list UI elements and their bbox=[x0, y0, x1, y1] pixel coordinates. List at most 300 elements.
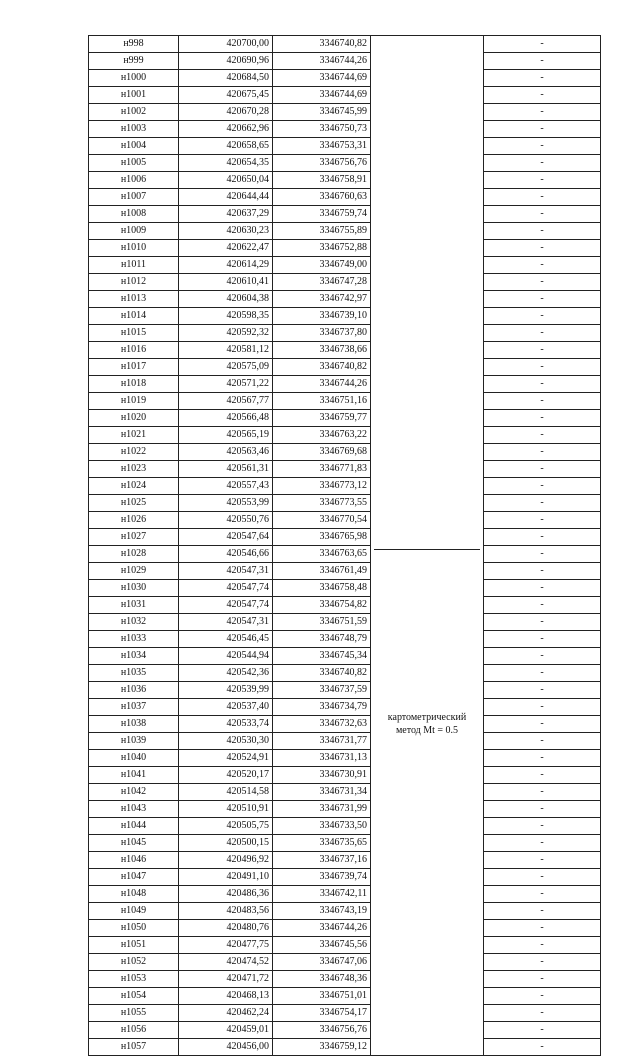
y-coordinate-cell: 3346754,82 bbox=[273, 597, 371, 614]
table-row bbox=[89, 801, 601, 818]
table-row bbox=[89, 495, 601, 512]
x-coordinate-cell: 420700,00 bbox=[179, 36, 273, 53]
x-coordinate-cell: 420462,24 bbox=[179, 1005, 273, 1022]
point-name-cell: н1001 bbox=[89, 87, 179, 104]
point-name-cell: н1053 bbox=[89, 971, 179, 988]
x-coordinate-cell: 420662,96 bbox=[179, 121, 273, 138]
point-name-cell: н1049 bbox=[89, 903, 179, 920]
table-row bbox=[89, 784, 601, 801]
point-name-cell: н1000 bbox=[89, 70, 179, 87]
table-row bbox=[89, 1022, 601, 1039]
y-coordinate-cell: 3346747,28 bbox=[273, 274, 371, 291]
y-coordinate-cell: 3346758,91 bbox=[273, 172, 371, 189]
table-row bbox=[89, 291, 601, 308]
x-coordinate-cell: 420500,15 bbox=[179, 835, 273, 852]
y-coordinate-cell: 3346765,98 bbox=[273, 529, 371, 546]
x-coordinate-cell: 420510,91 bbox=[179, 801, 273, 818]
x-coordinate-cell: 420546,45 bbox=[179, 631, 273, 648]
table-row bbox=[89, 835, 601, 852]
note-cell: - bbox=[484, 1039, 601, 1056]
note-cell: - bbox=[484, 971, 601, 988]
note-cell: - bbox=[484, 70, 601, 87]
x-coordinate-cell: 420547,31 bbox=[179, 563, 273, 580]
y-coordinate-cell: 3346735,65 bbox=[273, 835, 371, 852]
y-coordinate-cell: 3346759,77 bbox=[273, 410, 371, 427]
note-cell: - bbox=[484, 886, 601, 903]
point-name-cell: н1039 bbox=[89, 733, 179, 750]
table-row bbox=[89, 410, 601, 427]
y-coordinate-cell: 3346759,74 bbox=[273, 206, 371, 223]
x-coordinate-cell: 420658,65 bbox=[179, 138, 273, 155]
note-cell: - bbox=[484, 937, 601, 954]
table-row bbox=[89, 359, 601, 376]
point-name-cell: н1024 bbox=[89, 478, 179, 495]
y-coordinate-cell: 3346733,50 bbox=[273, 818, 371, 835]
y-coordinate-cell: 3346763,22 bbox=[273, 427, 371, 444]
y-coordinate-cell: 3346751,59 bbox=[273, 614, 371, 631]
point-name-cell: н1014 bbox=[89, 308, 179, 325]
x-coordinate-cell: 420550,76 bbox=[179, 512, 273, 529]
y-coordinate-cell: 3346744,26 bbox=[273, 376, 371, 393]
y-coordinate-cell: 3346770,54 bbox=[273, 512, 371, 529]
note-cell: - bbox=[484, 223, 601, 240]
y-coordinate-cell: 3346759,12 bbox=[273, 1039, 371, 1056]
table-row bbox=[89, 53, 601, 70]
table-row bbox=[89, 597, 601, 614]
y-coordinate-cell: 3346731,77 bbox=[273, 733, 371, 750]
table-row bbox=[89, 971, 601, 988]
x-coordinate-cell: 420483,56 bbox=[179, 903, 273, 920]
point-name-cell: н1043 bbox=[89, 801, 179, 818]
note-cell: - bbox=[484, 580, 601, 597]
point-name-cell: н1015 bbox=[89, 325, 179, 342]
x-coordinate-cell: 420575,09 bbox=[179, 359, 273, 376]
table-row bbox=[89, 869, 601, 886]
point-name-cell: н1048 bbox=[89, 886, 179, 903]
x-coordinate-cell: 420581,12 bbox=[179, 342, 273, 359]
table-row bbox=[89, 750, 601, 767]
note-cell: - bbox=[484, 699, 601, 716]
x-coordinate-cell: 420486,36 bbox=[179, 886, 273, 903]
note-cell: - bbox=[484, 631, 601, 648]
x-coordinate-cell: 420537,40 bbox=[179, 699, 273, 716]
x-coordinate-cell: 420491,10 bbox=[179, 869, 273, 886]
table-row bbox=[89, 138, 601, 155]
x-coordinate-cell: 420524,91 bbox=[179, 750, 273, 767]
x-coordinate-cell: 420480,76 bbox=[179, 920, 273, 937]
point-name-cell: н1022 bbox=[89, 444, 179, 461]
point-name-cell: н1055 bbox=[89, 1005, 179, 1022]
note-cell: - bbox=[484, 427, 601, 444]
note-cell: - bbox=[484, 495, 601, 512]
x-coordinate-cell: 420547,74 bbox=[179, 580, 273, 597]
point-name-cell: н1038 bbox=[89, 716, 179, 733]
point-name-cell: н1054 bbox=[89, 988, 179, 1005]
y-coordinate-cell: 3346750,73 bbox=[273, 121, 371, 138]
point-name-cell: н1042 bbox=[89, 784, 179, 801]
y-coordinate-cell: 3346754,17 bbox=[273, 1005, 371, 1022]
table-row bbox=[89, 393, 601, 410]
table-row bbox=[89, 886, 601, 903]
note-cell: - bbox=[484, 257, 601, 274]
point-name-cell: н1010 bbox=[89, 240, 179, 257]
note-cell: - bbox=[484, 665, 601, 682]
point-name-cell: н1057 bbox=[89, 1039, 179, 1056]
point-name-cell: н1045 bbox=[89, 835, 179, 852]
y-coordinate-cell: 3346737,59 bbox=[273, 682, 371, 699]
y-coordinate-cell: 3346748,79 bbox=[273, 631, 371, 648]
note-cell: - bbox=[484, 104, 601, 121]
y-coordinate-cell: 3346739,74 bbox=[273, 869, 371, 886]
x-coordinate-cell: 420542,36 bbox=[179, 665, 273, 682]
note-cell: - bbox=[484, 393, 601, 410]
x-coordinate-cell: 420533,74 bbox=[179, 716, 273, 733]
y-coordinate-cell: 3346740,82 bbox=[273, 359, 371, 376]
y-coordinate-cell: 3346742,11 bbox=[273, 886, 371, 903]
table-row bbox=[89, 529, 601, 546]
x-coordinate-cell: 420637,29 bbox=[179, 206, 273, 223]
table-row bbox=[89, 87, 601, 104]
table-row bbox=[89, 648, 601, 665]
x-coordinate-cell: 420459,01 bbox=[179, 1022, 273, 1039]
table-row bbox=[89, 1039, 601, 1056]
y-coordinate-cell: 3346753,31 bbox=[273, 138, 371, 155]
y-coordinate-cell: 3346756,76 bbox=[273, 155, 371, 172]
table-row bbox=[89, 920, 601, 937]
x-coordinate-cell: 420561,31 bbox=[179, 461, 273, 478]
table-row bbox=[89, 325, 601, 342]
point-name-cell: н1041 bbox=[89, 767, 179, 784]
point-name-cell: н1025 bbox=[89, 495, 179, 512]
measurement-method-cell bbox=[371, 36, 484, 1056]
note-cell: - bbox=[484, 121, 601, 138]
x-coordinate-cell: 420547,74 bbox=[179, 597, 273, 614]
x-coordinate-cell: 420547,31 bbox=[179, 614, 273, 631]
x-coordinate-cell: 420566,48 bbox=[179, 410, 273, 427]
table-row bbox=[89, 988, 601, 1005]
table-row bbox=[89, 189, 601, 206]
point-name-cell: н1013 bbox=[89, 291, 179, 308]
x-coordinate-cell: 420563,46 bbox=[179, 444, 273, 461]
table-row bbox=[89, 104, 601, 121]
note-cell: - bbox=[484, 716, 601, 733]
note-cell: - bbox=[484, 1005, 601, 1022]
y-coordinate-cell: 3346744,26 bbox=[273, 53, 371, 70]
table-row bbox=[89, 699, 601, 716]
table-row bbox=[89, 767, 601, 784]
table-row bbox=[89, 512, 601, 529]
note-cell: - bbox=[484, 529, 601, 546]
table-row bbox=[89, 274, 601, 291]
note-cell: - bbox=[484, 648, 601, 665]
x-coordinate-cell: 420471,72 bbox=[179, 971, 273, 988]
point-name-cell: н1027 bbox=[89, 529, 179, 546]
x-coordinate-cell: 420553,99 bbox=[179, 495, 273, 512]
point-name-cell: н1046 bbox=[89, 852, 179, 869]
y-coordinate-cell: 3346755,89 bbox=[273, 223, 371, 240]
x-coordinate-cell: 420565,19 bbox=[179, 427, 273, 444]
table-row bbox=[89, 461, 601, 478]
x-coordinate-cell: 420684,50 bbox=[179, 70, 273, 87]
note-cell: - bbox=[484, 189, 601, 206]
table-row bbox=[89, 716, 601, 733]
table-row bbox=[89, 954, 601, 971]
point-name-cell: н1004 bbox=[89, 138, 179, 155]
table-row bbox=[89, 223, 601, 240]
method-label-line-2: метод Mt = 0.5 bbox=[395, 725, 459, 736]
coordinates-table-body bbox=[89, 36, 601, 1056]
table-row bbox=[89, 155, 601, 172]
note-cell: - bbox=[484, 988, 601, 1005]
y-coordinate-cell: 3346749,00 bbox=[273, 257, 371, 274]
x-coordinate-cell: 420650,04 bbox=[179, 172, 273, 189]
x-coordinate-cell: 420544,94 bbox=[179, 648, 273, 665]
table-row bbox=[89, 580, 601, 597]
note-cell: - bbox=[484, 597, 601, 614]
x-coordinate-cell: 420505,75 bbox=[179, 818, 273, 835]
point-name-cell: н1018 bbox=[89, 376, 179, 393]
table-row bbox=[89, 937, 601, 954]
y-coordinate-cell: 3346760,63 bbox=[273, 189, 371, 206]
point-name-cell: н1033 bbox=[89, 631, 179, 648]
y-coordinate-cell: 3346758,48 bbox=[273, 580, 371, 597]
x-coordinate-cell: 420514,58 bbox=[179, 784, 273, 801]
note-cell: - bbox=[484, 359, 601, 376]
note-cell: - bbox=[484, 954, 601, 971]
y-coordinate-cell: 3346747,06 bbox=[273, 954, 371, 971]
note-cell: - bbox=[484, 138, 601, 155]
note-cell: - bbox=[484, 903, 601, 920]
x-coordinate-cell: 420598,35 bbox=[179, 308, 273, 325]
method-label bbox=[374, 711, 480, 737]
table-row bbox=[89, 240, 601, 257]
coordinates-table bbox=[88, 35, 601, 1056]
y-coordinate-cell: 3346731,99 bbox=[273, 801, 371, 818]
point-name-cell: н1006 bbox=[89, 172, 179, 189]
note-cell: - bbox=[484, 461, 601, 478]
note-cell: - bbox=[484, 512, 601, 529]
point-name-cell: н1008 bbox=[89, 206, 179, 223]
table-row bbox=[89, 36, 601, 53]
point-name-cell: н1023 bbox=[89, 461, 179, 478]
table-row bbox=[89, 852, 601, 869]
table-row bbox=[89, 1005, 601, 1022]
point-name-cell: н1029 bbox=[89, 563, 179, 580]
note-cell: - bbox=[484, 801, 601, 818]
y-coordinate-cell: 3346756,76 bbox=[273, 1022, 371, 1039]
x-coordinate-cell: 420477,75 bbox=[179, 937, 273, 954]
note-cell: - bbox=[484, 478, 601, 495]
point-name-cell: н1005 bbox=[89, 155, 179, 172]
y-coordinate-cell: 3346742,97 bbox=[273, 291, 371, 308]
x-coordinate-cell: 420468,13 bbox=[179, 988, 273, 1005]
y-coordinate-cell: 3346773,12 bbox=[273, 478, 371, 495]
x-coordinate-cell: 420520,17 bbox=[179, 767, 273, 784]
y-coordinate-cell: 3346744,26 bbox=[273, 920, 371, 937]
note-cell: - bbox=[484, 36, 601, 53]
point-name-cell: н998 bbox=[89, 36, 179, 53]
point-name-cell: н1050 bbox=[89, 920, 179, 937]
point-name-cell: н1002 bbox=[89, 104, 179, 121]
x-coordinate-cell: 420630,23 bbox=[179, 223, 273, 240]
table-row bbox=[89, 257, 601, 274]
method-cell-content bbox=[374, 36, 480, 1055]
note-cell: - bbox=[484, 784, 601, 801]
note-cell: - bbox=[484, 546, 601, 563]
note-cell: - bbox=[484, 750, 601, 767]
y-coordinate-cell: 3346737,16 bbox=[273, 852, 371, 869]
point-name-cell: н1035 bbox=[89, 665, 179, 682]
x-coordinate-cell: 420557,43 bbox=[179, 478, 273, 495]
note-cell: - bbox=[484, 614, 601, 631]
point-name-cell: н1009 bbox=[89, 223, 179, 240]
table-row bbox=[89, 614, 601, 631]
point-name-cell: н1056 bbox=[89, 1022, 179, 1039]
point-name-cell: н1034 bbox=[89, 648, 179, 665]
note-cell: - bbox=[484, 342, 601, 359]
table-row bbox=[89, 546, 601, 563]
note-cell: - bbox=[484, 240, 601, 257]
y-coordinate-cell: 3346738,66 bbox=[273, 342, 371, 359]
point-name-cell: н1047 bbox=[89, 869, 179, 886]
x-coordinate-cell: 420614,29 bbox=[179, 257, 273, 274]
y-coordinate-cell: 3346737,80 bbox=[273, 325, 371, 342]
point-name-cell: н1031 bbox=[89, 597, 179, 614]
note-cell: - bbox=[484, 53, 601, 70]
point-name-cell: н999 bbox=[89, 53, 179, 70]
table-row bbox=[89, 818, 601, 835]
x-coordinate-cell: 420474,52 bbox=[179, 954, 273, 971]
point-name-cell: н1017 bbox=[89, 359, 179, 376]
y-coordinate-cell: 3346732,63 bbox=[273, 716, 371, 733]
x-coordinate-cell: 420456,00 bbox=[179, 1039, 273, 1056]
table-row bbox=[89, 427, 601, 444]
y-coordinate-cell: 3346740,82 bbox=[273, 36, 371, 53]
note-cell: - bbox=[484, 835, 601, 852]
y-coordinate-cell: 3346734,79 bbox=[273, 699, 371, 716]
method-label-line-1: картометрический bbox=[387, 712, 467, 723]
table-row bbox=[89, 376, 601, 393]
note-cell: - bbox=[484, 325, 601, 342]
y-coordinate-cell: 3346744,69 bbox=[273, 87, 371, 104]
table-row bbox=[89, 478, 601, 495]
method-cell-divider bbox=[374, 549, 480, 550]
table-row bbox=[89, 631, 601, 648]
point-name-cell: н1016 bbox=[89, 342, 179, 359]
y-coordinate-cell: 3346731,13 bbox=[273, 750, 371, 767]
note-cell: - bbox=[484, 274, 601, 291]
x-coordinate-cell: 420547,64 bbox=[179, 529, 273, 546]
note-cell: - bbox=[484, 376, 601, 393]
point-name-cell: н1051 bbox=[89, 937, 179, 954]
table-row bbox=[89, 342, 601, 359]
y-coordinate-cell: 3346771,83 bbox=[273, 461, 371, 478]
y-coordinate-cell: 3346744,69 bbox=[273, 70, 371, 87]
x-coordinate-cell: 420610,41 bbox=[179, 274, 273, 291]
point-name-cell: н1020 bbox=[89, 410, 179, 427]
y-coordinate-cell: 3346761,49 bbox=[273, 563, 371, 580]
x-coordinate-cell: 420592,32 bbox=[179, 325, 273, 342]
note-cell: - bbox=[484, 172, 601, 189]
note-cell: - bbox=[484, 87, 601, 104]
x-coordinate-cell: 420654,35 bbox=[179, 155, 273, 172]
y-coordinate-cell: 3346763,65 bbox=[273, 546, 371, 563]
y-coordinate-cell: 3346731,34 bbox=[273, 784, 371, 801]
x-coordinate-cell: 420622,47 bbox=[179, 240, 273, 257]
x-coordinate-cell: 420670,28 bbox=[179, 104, 273, 121]
point-name-cell: н1028 bbox=[89, 546, 179, 563]
table-row bbox=[89, 70, 601, 87]
note-cell: - bbox=[484, 410, 601, 427]
table-row bbox=[89, 308, 601, 325]
note-cell: - bbox=[484, 444, 601, 461]
point-name-cell: н1036 bbox=[89, 682, 179, 699]
point-name-cell: н1037 bbox=[89, 699, 179, 716]
y-coordinate-cell: 3346745,56 bbox=[273, 937, 371, 954]
table-row bbox=[89, 563, 601, 580]
point-name-cell: н1032 bbox=[89, 614, 179, 631]
x-coordinate-cell: 420539,99 bbox=[179, 682, 273, 699]
y-coordinate-cell: 3346751,16 bbox=[273, 393, 371, 410]
note-cell: - bbox=[484, 682, 601, 699]
y-coordinate-cell: 3346739,10 bbox=[273, 308, 371, 325]
point-name-cell: н1019 bbox=[89, 393, 179, 410]
y-coordinate-cell: 3346769,68 bbox=[273, 444, 371, 461]
table-row bbox=[89, 903, 601, 920]
y-coordinate-cell: 3346745,34 bbox=[273, 648, 371, 665]
note-cell: - bbox=[484, 818, 601, 835]
note-cell: - bbox=[484, 733, 601, 750]
x-coordinate-cell: 420644,44 bbox=[179, 189, 273, 206]
x-coordinate-cell: 420675,45 bbox=[179, 87, 273, 104]
x-coordinate-cell: 420546,66 bbox=[179, 546, 273, 563]
table-row bbox=[89, 733, 601, 750]
y-coordinate-cell: 3346752,88 bbox=[273, 240, 371, 257]
table-row bbox=[89, 665, 601, 682]
point-name-cell: н1040 bbox=[89, 750, 179, 767]
note-cell: - bbox=[484, 1022, 601, 1039]
table-row bbox=[89, 172, 601, 189]
table-row bbox=[89, 682, 601, 699]
y-coordinate-cell: 3346743,19 bbox=[273, 903, 371, 920]
note-cell: - bbox=[484, 563, 601, 580]
y-coordinate-cell: 3346745,99 bbox=[273, 104, 371, 121]
y-coordinate-cell: 3346748,36 bbox=[273, 971, 371, 988]
note-cell: - bbox=[484, 852, 601, 869]
note-cell: - bbox=[484, 206, 601, 223]
x-coordinate-cell: 420604,38 bbox=[179, 291, 273, 308]
table-row bbox=[89, 444, 601, 461]
note-cell: - bbox=[484, 869, 601, 886]
x-coordinate-cell: 420690,96 bbox=[179, 53, 273, 70]
table-row bbox=[89, 121, 601, 138]
y-coordinate-cell: 3346730,91 bbox=[273, 767, 371, 784]
note-cell: - bbox=[484, 920, 601, 937]
y-coordinate-cell: 3346773,55 bbox=[273, 495, 371, 512]
y-coordinate-cell: 3346751,01 bbox=[273, 988, 371, 1005]
point-name-cell: н1026 bbox=[89, 512, 179, 529]
point-name-cell: н1011 bbox=[89, 257, 179, 274]
note-cell: - bbox=[484, 308, 601, 325]
note-cell: - bbox=[484, 291, 601, 308]
y-coordinate-cell: 3346740,82 bbox=[273, 665, 371, 682]
note-cell: - bbox=[484, 767, 601, 784]
point-name-cell: н1007 bbox=[89, 189, 179, 206]
note-cell: - bbox=[484, 155, 601, 172]
point-name-cell: н1044 bbox=[89, 818, 179, 835]
x-coordinate-cell: 420567,77 bbox=[179, 393, 273, 410]
point-name-cell: н1012 bbox=[89, 274, 179, 291]
